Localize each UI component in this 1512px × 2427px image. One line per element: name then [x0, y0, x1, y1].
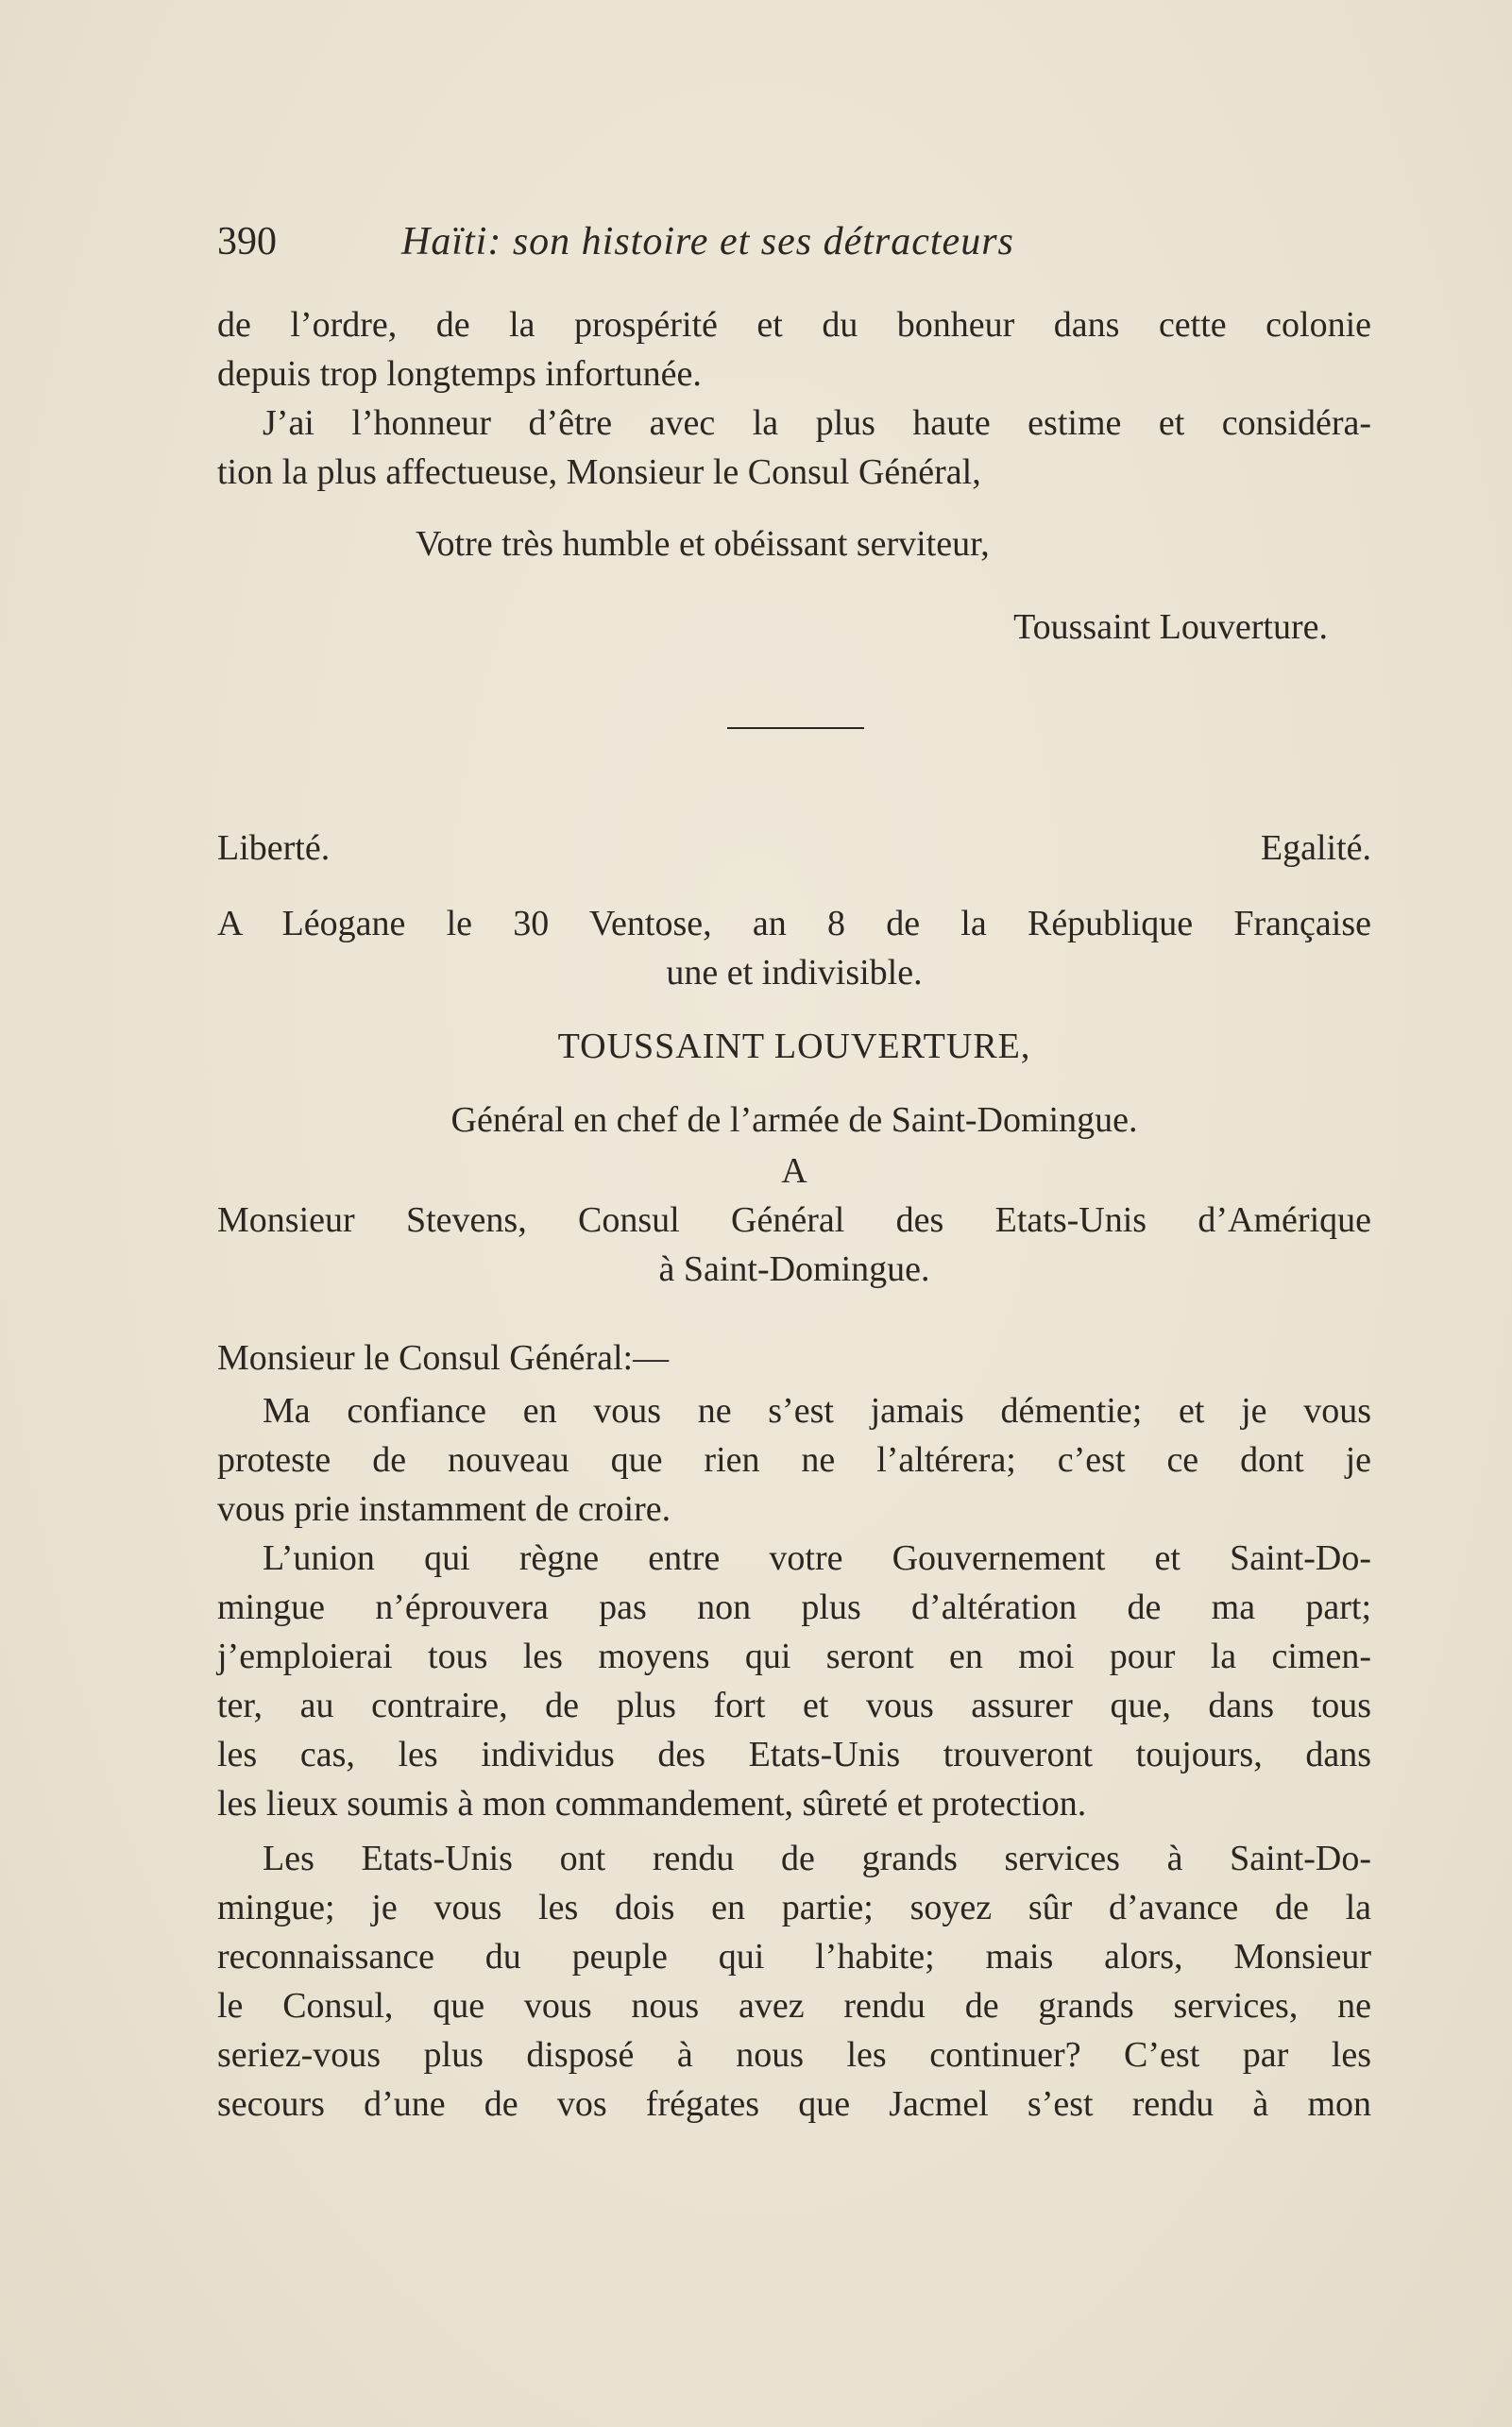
text-line: de l’ordre, de la prospérité et du bonheur dans cette colonie [217, 305, 1371, 345]
text-line: les cas, les individus des Etats-Unis trouveront toujours, dans [217, 1735, 1371, 1774]
text-line: seriez-vous plus disposé à nous les continuer? C’est par les [217, 2035, 1371, 2075]
text-line: une et indivisible. [666, 953, 923, 993]
text-line: A Léogane le 30 Ventose, an 8 de la République Française [217, 904, 1371, 943]
text-line: reconnaissance du peuple qui l’habite; mais alors, Monsieur [217, 1937, 1371, 1977]
sender-title: Général en chef de l’armée de Saint-Domingue. [450, 1100, 1138, 1140]
text-line: ter, au contraire, de plus fort et vous assurer que, dans tous [217, 1686, 1371, 1725]
paragraph-3 [217, 1834, 1371, 2129]
motto-egalite: Egalité. [1260, 828, 1371, 868]
text-line: L’union qui règne entre votre Gouvernement et Saint-Do- [263, 1538, 1371, 1578]
address-to: A [781, 1151, 807, 1191]
text-line: depuis trop longtemps infortunée. [217, 354, 702, 394]
text-line: vous prie instamment de croire. [217, 1489, 671, 1529]
text-line: tion la plus affectueuse, Monsieur le Consul Général, [217, 452, 981, 492]
section-divider [727, 727, 864, 729]
paragraph-1 [217, 1386, 1371, 1534]
text-line: proteste de nouveau que rien ne l’altérera; c’est ce dont je [217, 1440, 1371, 1480]
sender-name: TOUSSAINT LOUVERTURE, [557, 1027, 1031, 1066]
letter-1-signature: Toussaint Louverture. [1013, 607, 1328, 647]
text-line: Monsieur Stevens, Consul Général des Etats-Unis d’Amérique [217, 1200, 1371, 1240]
text-line: les lieux soumis à mon commandement, sûreté et protection. [217, 1784, 1087, 1824]
page-header [217, 219, 1371, 276]
text-line: secours d’une de vos frégates que Jacmel s’est rendu à mon [217, 2084, 1371, 2124]
text-line: J’ai l’honneur d’être avec la plus haute estime et considéra- [263, 403, 1371, 443]
letter-1-body [217, 300, 1371, 497]
place-date [217, 899, 1371, 997]
page-number: 390 [217, 220, 277, 263]
recipient [217, 1196, 1371, 1294]
text-line: Les Etats-Unis ont rendu de grands services à Saint-Do- [263, 1839, 1371, 1878]
motto-liberte: Liberté. [217, 828, 331, 868]
text-line: le Consul, que vous nous avez rendu de grands services, ne [217, 1986, 1371, 2026]
salutation: Monsieur le Consul Général:— [217, 1338, 670, 1378]
letter-1-closing: Votre très humble et obéissant serviteur, [416, 524, 990, 564]
text-line: mingue; je vous les dois en partie; soyez sûr d’avance de la [217, 1888, 1371, 1927]
text-line: à Saint-Domingue. [658, 1249, 930, 1289]
text-line: mingue n’éprouvera pas non plus d’altération de ma part; [217, 1587, 1371, 1627]
paragraph-2 [217, 1534, 1371, 1828]
running-title: Haïti: son histoire et ses détracteurs [401, 220, 1014, 263]
text-line: j’emploierai tous les moyens qui seront en moi pour la cimen- [217, 1637, 1371, 1676]
text-line: Ma confiance en vous ne s’est jamais démentie; et je vous [263, 1391, 1371, 1431]
